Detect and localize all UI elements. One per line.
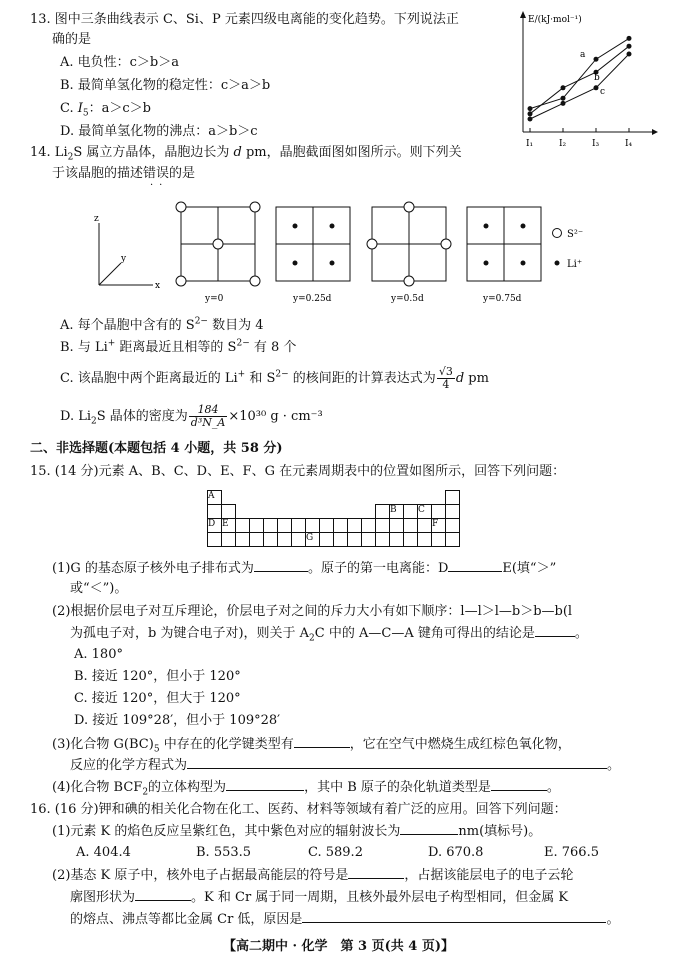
element-cell <box>306 519 320 533</box>
data-point-c <box>561 101 566 106</box>
panel-label-3: y=0.5d <box>391 294 424 304</box>
q13-option-a: A. 电负性：c＞b＞a <box>60 55 180 70</box>
graph-xtick: I₃ <box>592 139 600 149</box>
data-point-b <box>561 85 566 90</box>
q15-part4: (4)化合物 $BCF_2$的立体构型为 ，其中 B 原子的杂化轨道类型是 。 <box>52 780 560 798</box>
answer-blank[interactable] <box>348 867 404 879</box>
element-cell <box>208 533 222 547</box>
data-point-b <box>528 111 533 116</box>
q14-option-a: A. 每个晶胞中含有的 $S^{2-}$ 数目为 4 <box>60 316 264 333</box>
element-cell <box>376 519 390 533</box>
element-cell-e: E <box>222 519 236 533</box>
graph-xtick: I₄ <box>625 139 633 149</box>
element-cell <box>390 519 404 533</box>
data-point-a <box>528 106 533 111</box>
element-cell <box>376 533 390 547</box>
element-cell <box>446 505 460 519</box>
element-cell <box>348 519 362 533</box>
element-cell <box>334 519 348 533</box>
legend-s-label: S²⁻ <box>567 229 584 240</box>
curve-label-a: a <box>580 50 586 61</box>
emphasis-dots: ·· <box>150 180 169 191</box>
q16-option-c: C. 589.2 <box>308 845 363 860</box>
element-cell <box>278 533 292 547</box>
element-cell-a: A <box>208 491 222 505</box>
q13-stem-line1: 13. 图中三条曲线表示 C、Si、P 元素四级电离能的变化趋势。下列说法正 <box>30 12 459 27</box>
q15-option-d: D. 接近 109°28′，但小于 109°28′ <box>74 713 281 728</box>
answer-blank[interactable] <box>226 779 304 791</box>
q14-stem-line1: 14. $Li_2S$ 属立方晶体，晶胞边长为 d pm，晶胞截面图如图所示。则下列关 <box>30 145 462 163</box>
q14-stem-line2: 于该晶胞的描述错误的是 <box>52 166 196 181</box>
data-point-a <box>627 36 632 41</box>
element-cell <box>236 519 250 533</box>
answer-blank[interactable] <box>254 560 308 572</box>
q13-option-b: B. 最简单氢化物的稳定性：c＞a＞b <box>60 78 271 93</box>
page-footer: 【高二期中 · 化学 第 3 页(共 4 页)】 <box>222 939 455 954</box>
panel-y0 <box>176 202 260 286</box>
q14-option-b: B. 与 Li+ 距离最近且相等的 $S^{2-}$ 有 8 个 <box>60 338 297 355</box>
q16-option-b: B. 553.5 <box>196 845 252 860</box>
element-cell <box>390 533 404 547</box>
ionization-energy-graph <box>508 8 658 153</box>
element-cell <box>432 533 446 547</box>
element-cell <box>222 505 236 519</box>
q13-option-d: D. 最简单氢化物的沸点：a＞b＞c <box>60 124 258 139</box>
answer-blank[interactable] <box>491 779 547 791</box>
panel-y05 <box>367 202 451 286</box>
q15-option-c: C. 接近 120°，但大于 120° <box>74 691 241 706</box>
element-cell <box>404 505 418 519</box>
element-cell <box>334 533 348 547</box>
section-2-heading: 二、非选择题(本题包括 4 小题，共 58 分) <box>30 441 283 456</box>
q16-option-a: A. 404.4 <box>76 845 131 860</box>
q15-part2-line1: (2)根据价层电子对互斥理论，价层电子对之间的斥力大小有如下顺序：l—l＞l—b＞b—b(l <box>52 604 573 619</box>
element-cell <box>264 533 278 547</box>
q15-part1-line1: (1)G 的基态原子核外电子排布式为 。原子的第一电离能：D E(填“＞” <box>52 561 557 576</box>
answer-blank[interactable] <box>302 911 606 923</box>
element-cell <box>236 533 250 547</box>
answer-blank[interactable] <box>535 625 575 637</box>
curve-a <box>530 38 629 108</box>
element-cell <box>362 519 376 533</box>
data-point-a <box>561 96 566 101</box>
q15-option-a: A. 180° <box>74 647 123 662</box>
curve-label-c: c <box>600 86 606 97</box>
q16-part2-line1: (2)基态 K 原子中，核外电子占据最高能层的符号是 ，占据该能层电子的电子云轮 <box>52 868 574 883</box>
q13-stem-line2: 确的是 <box>52 32 92 47</box>
crystal-cross-section-figure <box>85 195 595 307</box>
element-cell <box>264 519 278 533</box>
q15-stem: 15. (14 分)元素 A、B、C、D、E、F、G 在元素周期表中的位置如图所示，回答下列问题： <box>30 464 566 479</box>
data-point-b <box>627 44 632 49</box>
graph-xtick: I₂ <box>559 139 567 149</box>
axis-y-label: y <box>121 254 127 264</box>
element-cell <box>432 505 446 519</box>
element-cell <box>250 533 264 547</box>
q16-option-d: D. 670.8 <box>428 845 484 860</box>
q15-part3-line2: 反应的化学方程式为 。 <box>70 758 621 773</box>
element-cell-b: B <box>390 505 404 519</box>
graph-ylabel: E/(kJ·mol⁻¹) <box>528 15 582 25</box>
distance-fraction: $\frac{√3}{4}$ <box>438 365 453 391</box>
element-cell <box>446 533 460 547</box>
element-cell <box>320 533 334 547</box>
data-point-c <box>594 85 599 90</box>
q16-option-e: E. 766.5 <box>544 845 599 860</box>
q15-part2-line2: 为孤电子对，b 为键合电子对)，则关于 $A_2C$ 中的 A—C—A 键角可得出的结论是 。 <box>70 626 588 644</box>
element-cell <box>446 519 460 533</box>
element-cell <box>250 519 264 533</box>
curve-label-b: b <box>594 73 600 84</box>
element-cell <box>222 533 236 547</box>
graph-xtick: I₁ <box>526 139 534 149</box>
answer-blank[interactable] <box>448 560 502 572</box>
q15-part1-line2: 或“＜”)。 <box>70 581 128 596</box>
axis-z-label: z <box>94 214 99 224</box>
panel-label-2: y=0.25d <box>293 294 332 304</box>
element-cell-g: G <box>306 533 320 547</box>
panel-y025 <box>276 207 350 281</box>
legend-li-label: Li⁺ <box>567 259 583 270</box>
element-cell-c: C <box>418 505 432 519</box>
answer-blank[interactable] <box>294 736 350 748</box>
element-cell-d: D <box>208 519 222 533</box>
answer-blank[interactable] <box>400 823 458 835</box>
element-cell <box>292 533 306 547</box>
curve-c <box>530 54 629 119</box>
data-point-c <box>627 52 632 57</box>
q15-option-b: B. 接近 120°，但小于 120° <box>74 669 241 684</box>
q16-part2-line2: 廓图形状为 。K 和 Cr 属于同一周期，且核外最外层电子构型相同，但金属 K <box>70 890 569 905</box>
element-cell <box>320 519 334 533</box>
q16-part2-line3: 的熔点、沸点等都比金属 Cr 低，原因是 。 <box>70 912 620 927</box>
element-cell <box>418 533 432 547</box>
panel-label-1: y=0 <box>205 294 224 304</box>
panel-y075 <box>467 207 541 281</box>
element-cell <box>348 533 362 547</box>
q14-option-c: C. 该晶胞中两个距离最近的 Li+ 和 $S^{2-}$ 的核间距的计算表达式为 $\frac{√3}{4}$ d pm <box>60 365 489 391</box>
panel-label-4: y=0.75d <box>483 294 522 304</box>
element-cell <box>208 505 222 519</box>
axis-x-label: x <box>155 281 161 291</box>
element-cell <box>362 533 376 547</box>
q16-part1: (1)元素 K 的焰色反应呈紫红色，其中紫色对应的辐射波长为 nm(填标号)。 <box>52 824 542 839</box>
element-cell <box>376 505 390 519</box>
element-cell <box>404 533 418 547</box>
element-cell-f: F <box>432 519 446 533</box>
element-cell <box>278 519 292 533</box>
element-cell <box>404 519 418 533</box>
q13-option-c: C. $I_5$：a＞c＞b <box>60 101 151 119</box>
q15-part3-line1: (3)化合物 $G(BC)_5$ 中存在的化学键类型有 ，它在空气中燃烧生成红棕色氧化物， <box>52 737 571 755</box>
data-point-c <box>528 117 533 122</box>
q16-stem: 16. (16 分)钾和碘的相关化合物在化工、医药、材料等领域有着广泛的应用。回答下列问题： <box>30 802 567 817</box>
element-cell <box>418 519 432 533</box>
answer-blank[interactable] <box>135 889 191 901</box>
q14-option-d: D. $Li_2S$ 晶体的密度为 $\frac{184}{\text{d³N\_A}}$ ×10³⁰ g · cm⁻³ <box>60 403 323 429</box>
element-cell <box>292 519 306 533</box>
answer-blank[interactable] <box>187 757 607 769</box>
data-point-a <box>594 57 599 62</box>
element-cell <box>446 491 460 505</box>
periodic-table-fragment <box>207 490 460 547</box>
density-fraction: $\frac{184}{\text{d³N\_A}}$ <box>190 403 226 429</box>
